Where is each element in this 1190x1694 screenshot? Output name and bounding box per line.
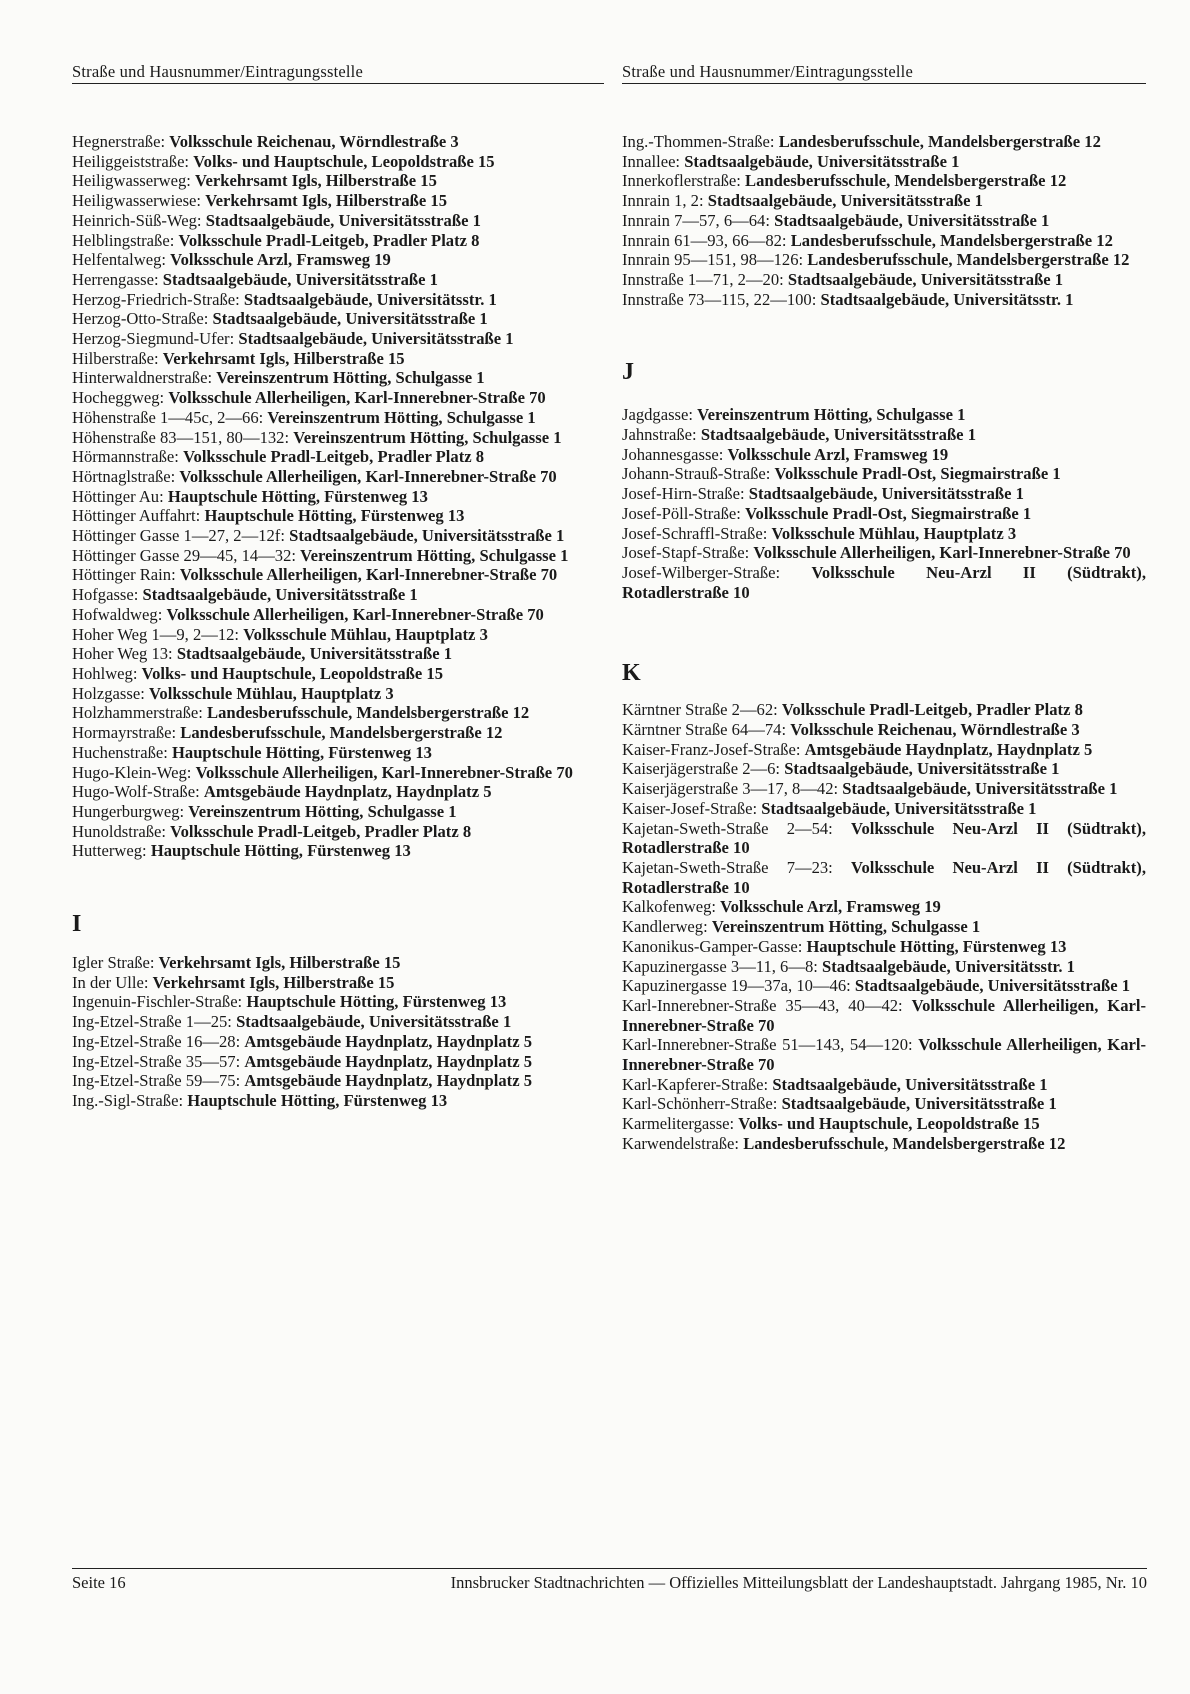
directory-entry (622, 290, 1146, 310)
street-name: Hoher Weg 13: (72, 644, 173, 664)
polling-station: Volksschule Arzl, Framsweg 19 (720, 897, 941, 917)
street-name: Helfentalweg: (72, 250, 166, 270)
polling-station: Volksschule Arzl, Framsweg 19 (170, 250, 391, 270)
polling-station: Volksschule Neu-Arzl II (Südtrakt), Rotadlerstraße 10 (622, 857, 1146, 897)
polling-station: Stadtsaalgebäude, Universitätsstraße 1 (142, 585, 418, 605)
street-name: Josef-Stapf-Straße: (622, 543, 750, 563)
street-name: Johannesgasse: (622, 444, 724, 464)
polling-station: Vereinszentrum Hötting, Schulgasse 1 (188, 801, 457, 821)
polling-station: Stadtsaalgebäude, Universitätsstraße 1 (774, 210, 1050, 230)
street-name: Hofwaldweg: (72, 604, 163, 624)
column-header-left: Straße und Hausnummer/Eintragungsstelle (72, 62, 604, 84)
directory-entry (622, 524, 1146, 544)
street-name: Kanonikus-Gamper-Gasse: (622, 936, 803, 956)
street-name: Jagdgasse: (622, 405, 693, 425)
directory-entry (622, 171, 1146, 191)
polling-station: Landesberufsschule, Mandelsbergerstraße 12 (778, 132, 1101, 151)
directory-entry (72, 625, 604, 645)
polling-station: Volksschule Allerheiligen, Karl-Innerebner-Straße 70 (166, 604, 544, 624)
directory-entry (622, 779, 1146, 799)
street-name: Karl-Innerebner-Straße 35—43, 40—42: (622, 995, 903, 1015)
polling-station: Landesberufsschule, Mandelsbergerstraße 12 (180, 723, 503, 743)
street-name: Hoher Weg 1—9, 2—12: (72, 624, 240, 644)
polling-station: Amtsgebäude Haydnplatz, Haydnplatz 5 (244, 1051, 533, 1071)
polling-station: Volksschule Pradl-Leitgeb, Pradler Platz 8 (170, 821, 472, 841)
directory-entry (622, 759, 1146, 779)
directory-entry (622, 897, 1146, 917)
street-name: Hofgasse: (72, 585, 139, 605)
directory-entry (622, 1134, 1146, 1154)
street-name: Ing-Etzel-Straße 1—25: (72, 1012, 232, 1032)
entries-k (622, 700, 1146, 1153)
directory-entry (72, 506, 604, 526)
directory-entry (72, 428, 604, 448)
polling-station: Landesberufsschule, Mandelsbergerstraße 12 (790, 230, 1113, 250)
directory-entry (72, 1091, 604, 1111)
polling-station: Stadtsaalgebäude, Universitätsstr. 1 (822, 956, 1075, 976)
polling-station: Volksschule Allerheiligen, Karl-Innerebner-Straße 70 (622, 995, 1147, 1035)
street-name: Kalkofenweg: (622, 897, 716, 917)
polling-station: Volksschule Pradl-Leitgeb, Pradler Platz 8 (183, 447, 485, 467)
entries-i-continued (622, 132, 1146, 309)
polling-station: Landesberufsschule, Mandelsbergerstraße 12 (807, 250, 1130, 270)
street-name: Kärntner Straße 2—62: (622, 700, 778, 720)
directory-entry (72, 250, 604, 270)
street-name: Hugo-Wolf-Straße: (72, 782, 200, 802)
street-name: Hunoldstraße: (72, 821, 167, 841)
page-number: Seite 16 (72, 1573, 126, 1592)
polling-station: Hauptschule Hötting, Fürstenweg 13 (167, 486, 428, 506)
street-name: Höttinger Rain: (72, 565, 176, 585)
directory-entry (72, 703, 604, 723)
polling-station: Hauptschule Hötting, Fürstenweg 13 (806, 936, 1067, 956)
polling-station: Stadtsaalgebäude, Universitätsstraße 1 (176, 644, 453, 664)
directory-entry (622, 464, 1146, 484)
polling-station: Volksschule Pradl-Ost, Siegmairstraße 1 (774, 464, 1061, 484)
street-name: Ing-Etzel-Straße 35—57: (72, 1051, 241, 1071)
street-name: Josef-Wilberger-Straße: (622, 562, 781, 582)
street-name: Höttinger Au: (72, 486, 164, 506)
polling-station: Volksschule Pradl-Ost, Siegmairstraße 1 (745, 503, 1032, 523)
directory-entry (72, 565, 604, 585)
publication-masthead: Innsbrucker Stadtnachrichten — Offizielles Mitteilungsblatt der Landeshauptstadt. Jahrgang 1985, Nr. 10 (450, 1573, 1147, 1592)
street-name: Kaiser-Franz-Josef-Straße: (622, 739, 801, 759)
polling-station: Volksschule Allerheiligen, Karl-Innerebner-Straße 70 (622, 1035, 1146, 1075)
street-name: Kapuzinergasse 3—11, 6—8: (622, 956, 818, 976)
polling-station: Stadtsaalgebäude, Universitätsstr. 1 (820, 289, 1074, 309)
polling-station: Volksschule Allerheiligen, Karl-Innerebner-Straße 70 (753, 543, 1131, 563)
street-name: Innrain 1, 2: (622, 191, 704, 211)
polling-station: Volksschule Reichenau, Wörndlestraße 3 (790, 720, 1080, 740)
polling-station: Landesberufsschule, Mendelsbergerstraße 12 (745, 171, 1067, 191)
directory-entry (622, 191, 1146, 211)
polling-station: Stadtsaalgebäude, Universitätsstraße 1 (289, 526, 565, 546)
polling-station: Volksschule Mühlau, Hauptplatz 3 (771, 523, 1017, 543)
directory-entry (72, 329, 604, 349)
directory-entry (622, 250, 1146, 270)
polling-station: Landesberufsschule, Mandelsbergerstraße 12 (207, 703, 530, 723)
directory-entry (72, 992, 604, 1012)
street-name: Jahnstraße: (622, 425, 697, 445)
directory-entry (72, 368, 604, 388)
directory-entry (72, 270, 604, 290)
street-name: Innrain 7—57, 6—64: (622, 210, 770, 230)
polling-station: Verkehrsamt Igls, Hilberstraße 15 (195, 171, 437, 191)
polling-station: Stadtsaalgebäude, Universitätsstraße 1 (205, 210, 481, 230)
polling-station: Hauptschule Hötting, Fürstenweg 13 (150, 841, 411, 861)
polling-station: Hauptschule Hötting, Fürstenweg 13 (187, 1090, 448, 1110)
polling-station: Verkehrsamt Igls, Hilberstraße 15 (158, 953, 401, 973)
street-name: Herzog-Friedrich-Straße: (72, 289, 240, 309)
directory-entry (622, 996, 1146, 1035)
polling-station: Stadtsaalgebäude, Universitätsstraße 1 (781, 1094, 1057, 1114)
polling-station: Hauptschule Hötting, Fürstenweg 13 (204, 506, 465, 526)
street-name: Herzog-Siegmund-Ufer: (72, 329, 235, 349)
polling-station: Verkehrsamt Igls, Hilberstraße 15 (162, 348, 405, 368)
directory-entry (72, 231, 604, 251)
directory-entry (72, 743, 604, 763)
street-name: Kajetan-Sweth-Straße 7—23: (622, 857, 833, 877)
directory-entry (72, 953, 604, 973)
polling-station: Vereinszentrum Hötting, Schulgasse 1 (711, 917, 981, 937)
directory-entry (72, 526, 604, 546)
street-name: Ing.-Thommen-Straße: (622, 132, 775, 151)
street-name: Höhenstraße 1—45c, 2—66: (72, 407, 264, 427)
street-name: Heiligwasserwiese: (72, 191, 202, 211)
polling-station: Stadtsaalgebäude, Universitätsstraße 1 (787, 269, 1064, 289)
directory-entry (72, 290, 604, 310)
directory-entry (72, 191, 604, 211)
right-column (622, 62, 1146, 1154)
polling-station: Landesberufsschule, Mandelsbergerstraße 12 (743, 1133, 1066, 1153)
polling-station: Stadtsaalgebäude, Universitätsstraße 1 (700, 425, 976, 445)
street-name: Hohlweg: (72, 663, 138, 683)
street-name: Ing.-Sigl-Straße: (72, 1090, 184, 1110)
directory-entry (72, 211, 604, 231)
street-name: Innstraße 1—71, 2—20: (622, 269, 784, 289)
polling-station: Amtsgebäude Haydnplatz, Haydnplatz 5 (804, 739, 1093, 759)
polling-station: Vereinszentrum Hötting, Schulgasse 1 (697, 405, 966, 425)
street-name: In der Ulle: (72, 972, 149, 992)
directory-entry (622, 819, 1146, 858)
street-name: Heiliggeiststraße: (72, 151, 190, 171)
street-name: Holzhammerstraße: (72, 703, 203, 723)
polling-station: Stadtsaalgebäude, Universitätsstraße 1 (162, 269, 438, 289)
polling-station: Stadtsaalgebäude, Universitätsstraße 1 (748, 484, 1024, 504)
entries-i (72, 953, 604, 1111)
street-name: Höttinger Gasse 1—27, 2—12f: (72, 526, 285, 546)
directory-entry (72, 782, 604, 802)
street-name: Karl-Kapferer-Straße: (622, 1074, 769, 1094)
street-name: Ing-Etzel-Straße 16—28: (72, 1031, 241, 1051)
street-name: Hilberstraße: (72, 348, 159, 368)
street-name: Hegnerstraße: (72, 132, 166, 151)
entries-j (622, 405, 1146, 602)
polling-station: Amtsgebäude Haydnplatz, Haydnplatz 5 (244, 1071, 533, 1091)
street-name: Herzog-Otto-Straße: (72, 309, 209, 329)
entries-h (72, 132, 604, 861)
street-name: Helblingstraße: (72, 230, 175, 250)
street-name: Hutterweg: (72, 841, 147, 861)
directory-entry (72, 644, 604, 664)
directory-entry (622, 957, 1146, 977)
directory-entry (72, 467, 604, 487)
street-name: Kaiserjägerstraße 2—6: (622, 759, 781, 779)
street-name: Ingenuin-Fischler-Straße: (72, 992, 243, 1012)
directory-entry (72, 841, 604, 861)
directory-entry (622, 132, 1146, 152)
directory-entry (72, 605, 604, 625)
street-name: Josef-Pöll-Straße: (622, 503, 741, 523)
directory-entry (622, 211, 1146, 231)
directory-entry (72, 822, 604, 842)
directory-entry (622, 543, 1146, 563)
street-name: Herrengasse: (72, 269, 159, 289)
street-name: Kapuzinergasse 19—37a, 10—46: (622, 976, 851, 996)
street-name: Karl-Schönherr-Straße: (622, 1094, 778, 1114)
street-name: Josef-Schraffl-Straße: (622, 523, 768, 543)
directory-entry (622, 937, 1146, 957)
street-name: Hungerburgweg: (72, 801, 185, 821)
polling-station: Volks- und Hauptschule, Leopoldstraße 15 (193, 151, 495, 171)
street-name: Karl-Innerebner-Straße 51—143, 54—120: (622, 1035, 913, 1055)
polling-station: Volksschule Allerheiligen, Karl-Innerebner-Straße 70 (179, 565, 558, 585)
polling-station: Stadtsaalgebäude, Universitätsstraße 1 (842, 779, 1118, 799)
polling-station: Volksschule Arzl, Framsweg 19 (727, 444, 949, 464)
street-name: Hinterwaldnerstraße: (72, 368, 213, 388)
directory-entry (622, 700, 1146, 720)
polling-station: Stadtsaalgebäude, Universitätsstraße 1 (854, 976, 1131, 996)
polling-station: Volksschule Neu-Arzl II (Südtrakt), Rotadlerstraße 10 (622, 562, 1146, 602)
directory-entry (622, 858, 1146, 897)
directory-entry (72, 309, 604, 329)
directory-entry (622, 1075, 1146, 1095)
street-name: Kaiser-Josef-Straße: (622, 798, 758, 818)
directory-entry (72, 1012, 604, 1032)
polling-station: Volks- und Hauptschule, Leopoldstraße 15 (141, 663, 443, 683)
left-column (72, 62, 604, 1111)
street-name: Johann-Strauß-Straße: (622, 464, 771, 484)
polling-station: Volksschule Mühlau, Hauptplatz 3 (148, 683, 394, 703)
directory-entry (72, 152, 604, 172)
directory-entry (72, 487, 604, 507)
directory-entry (622, 1094, 1146, 1114)
polling-station: Stadtsaalgebäude, Universitätsstraße 1 (772, 1074, 1048, 1094)
street-name: Huchenstraße: (72, 742, 168, 762)
directory-entry (622, 231, 1146, 251)
street-name: Höttinger Auffahrt: (72, 506, 201, 526)
directory-entry (622, 445, 1146, 465)
street-name: Innrain 61—93, 66—82: (622, 230, 787, 250)
directory-entry (622, 152, 1146, 172)
directory-entry (72, 585, 604, 605)
polling-station: Volks- und Hauptschule, Leopoldstraße 15 (738, 1114, 1040, 1134)
directory-entry (622, 976, 1146, 996)
polling-station: Volksschule Pradl-Leitgeb, Pradler Platz 8 (178, 230, 480, 250)
directory-entry (72, 447, 604, 467)
directory-entry (72, 388, 604, 408)
directory-entry (72, 408, 604, 428)
directory-entry (72, 171, 604, 191)
directory-entry (622, 799, 1146, 819)
polling-station: Volksschule Pradl-Leitgeb, Pradler Platz 8 (781, 700, 1083, 720)
polling-station: Volksschule Allerheiligen, Karl-Innerebner-Straße 70 (179, 466, 557, 486)
directory-entry (622, 1114, 1146, 1134)
polling-station: Stadtsaalgebäude, Universitätsstraße 1 (236, 1012, 512, 1032)
polling-station: Amtsgebäude Haydnplatz, Haydnplatz 5 (203, 782, 492, 802)
street-name: Heinrich-Süß-Weg: (72, 210, 202, 230)
page-footer (72, 1568, 1147, 1592)
street-name: Karmelitergasse: (622, 1114, 735, 1134)
polling-station: Stadtsaalgebäude, Universitätsstraße 1 (761, 798, 1037, 818)
polling-station: Vereinszentrum Hötting, Schulgasse 1 (300, 545, 569, 565)
section-letter-i: I (72, 911, 82, 938)
street-name: Kandlerweg: (622, 917, 708, 937)
street-name: Hörtnaglstraße: (72, 466, 176, 486)
polling-station: Volksschule Allerheiligen, Karl-Innerebner-Straße 70 (195, 762, 573, 782)
street-name: Innallee: (622, 151, 681, 171)
column-header-right: Straße und Hausnummer/Eintragungsstelle (622, 62, 1146, 84)
street-name: Ing-Etzel-Straße 59—75: (72, 1071, 241, 1091)
directory-entry (72, 973, 604, 993)
directory-entry (622, 720, 1146, 740)
polling-station: Verkehrsamt Igls, Hilberstraße 15 (205, 191, 448, 211)
street-name: Kärntner Straße 64—74: (622, 720, 787, 740)
directory-entry (72, 684, 604, 704)
polling-station: Stadtsaalgebäude, Universitätsstraße 1 (238, 329, 514, 349)
directory-entry (72, 1032, 604, 1052)
section-letter-k: K (622, 660, 641, 687)
directory-entry (72, 1052, 604, 1072)
street-name: Kaiserjägerstraße 3—17, 8—42: (622, 779, 839, 799)
polling-station: Amtsgebäude Haydnplatz, Haydnplatz 5 (244, 1031, 533, 1051)
street-name: Heiligwasserweg: (72, 171, 191, 191)
street-name: Innerkoflerstraße: (622, 171, 741, 191)
street-name: Hocheggweg: (72, 388, 165, 408)
street-name: Innrain 95—151, 98—126: (622, 250, 804, 270)
directory-entry (622, 484, 1146, 504)
street-name: Höhenstraße 83—151, 80—132: (72, 427, 290, 447)
street-name: Karwendelstraße: (622, 1133, 740, 1153)
street-name: Hugo-Klein-Weg: (72, 762, 192, 782)
polling-station: Volksschule Allerheiligen, Karl-Innerebner-Straße 70 (168, 388, 546, 408)
polling-station: Vereinszentrum Hötting, Schulgasse 1 (267, 407, 536, 427)
polling-station: Stadtsaalgebäude, Universitätsstraße 1 (212, 309, 488, 329)
directory-entry (622, 1035, 1146, 1074)
street-name: Höttinger Gasse 29—45, 14—32: (72, 545, 296, 565)
directory-entry (72, 802, 604, 822)
street-name: Hormayrstraße: (72, 723, 177, 743)
directory-entry (622, 504, 1146, 524)
street-name: Innstraße 73—115, 22—100: (622, 289, 817, 309)
directory-entry (72, 349, 604, 369)
directory-entry (72, 723, 604, 743)
directory-entry (72, 1071, 604, 1091)
street-name: Igler Straße: (72, 953, 155, 973)
directory-entry (622, 563, 1146, 602)
polling-station: Vereinszentrum Hötting, Schulgasse 1 (216, 368, 485, 388)
directory-entry (72, 664, 604, 684)
street-name: Holzgasse: (72, 683, 145, 703)
directory-entry (622, 740, 1146, 760)
polling-station: Volksschule Mühlau, Hauptplatz 3 (243, 624, 488, 644)
directory-entry (622, 425, 1146, 445)
polling-station: Hauptschule Hötting, Fürstenweg 13 (172, 742, 432, 762)
street-name: Hörmannstraße: (72, 447, 179, 467)
directory-entry (72, 546, 604, 566)
polling-station: Stadtsaalgebäude, Universitätsstr. 1 (243, 289, 497, 309)
directory-entry (72, 132, 604, 152)
polling-station: Vereinszentrum Hötting, Schulgasse 1 (293, 427, 562, 447)
section-letter-j: J (622, 359, 634, 386)
polling-station: Verkehrsamt Igls, Hilberstraße 15 (152, 972, 395, 992)
polling-station: Volksschule Neu-Arzl II (Südtrakt), Rotadlerstraße 10 (622, 818, 1146, 858)
polling-station: Hauptschule Hötting, Fürstenweg 13 (246, 992, 507, 1012)
directory-entry (622, 405, 1146, 425)
street-name: Kajetan-Sweth-Straße 2—54: (622, 818, 833, 838)
directory-entry (622, 917, 1146, 937)
directory-entry (622, 270, 1146, 290)
polling-station: Volksschule Reichenau, Wörndlestraße 3 (169, 132, 459, 151)
street-name: Josef-Hirn-Straße: (622, 484, 745, 504)
polling-station: Stadtsaalgebäude, Universitätsstraße 1 (784, 759, 1060, 779)
polling-station: Stadtsaalgebäude, Universitätsstraße 1 (707, 191, 983, 211)
polling-station: Stadtsaalgebäude, Universitätsstraße 1 (684, 151, 960, 171)
directory-entry (72, 763, 604, 783)
